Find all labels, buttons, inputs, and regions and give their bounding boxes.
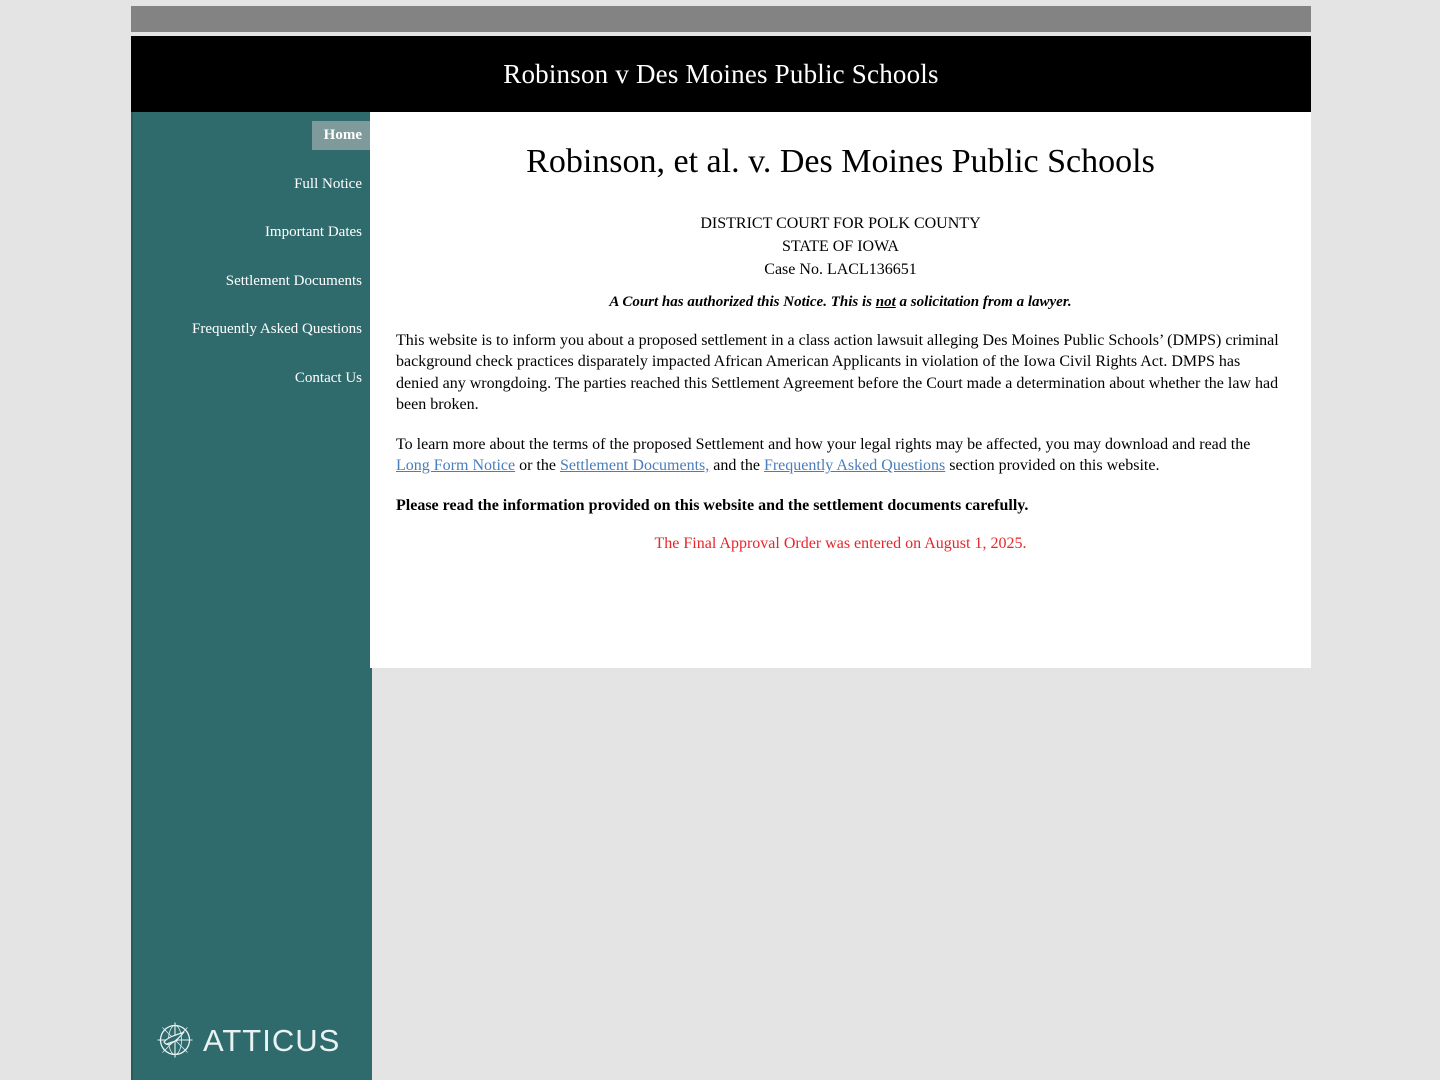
- page-container: [131, 0, 1311, 1080]
- court-state: STATE OF IOWA: [782, 237, 899, 255]
- site-header-banner: [131, 36, 1311, 112]
- sidebar-item-frequently-asked-questions[interactable]: Frequently Asked Questions: [192, 321, 362, 337]
- atticus-globe-bird-icon: [155, 1020, 195, 1060]
- learn-more-text-2: or the: [515, 457, 560, 475]
- sidebar-navigation: [133, 121, 372, 412]
- sidebar-item-home[interactable]: Home: [312, 121, 372, 150]
- atticus-wordmark: ATTICUS: [203, 1022, 341, 1058]
- settlement-documents-link[interactable]: Settlement Documents,: [559, 457, 710, 475]
- learn-more-paragraph: [370, 434, 1311, 477]
- authorized-text-before: A Court has authorized this Notice. This is: [609, 293, 876, 310]
- case-number: Case No. LACL136651: [764, 260, 917, 278]
- atticus-logo: [155, 1020, 340, 1060]
- sidebar-item-full-notice[interactable]: Full Notice: [294, 175, 362, 192]
- top-gray-bar: [131, 6, 1311, 32]
- frequently-asked-questions-link[interactable]: Frequently Asked Questions: [763, 457, 946, 475]
- authorized-emphasis: not: [875, 293, 896, 310]
- page-title: Robinson, et al. v. Des Moines Public Schools: [526, 143, 1155, 180]
- sidebar-item-important-dates[interactable]: Important Dates: [264, 224, 362, 240]
- learn-more-text-3: and the: [709, 457, 764, 475]
- learn-more-text-1: To learn more about the terms of the proposed Settlement and how your legal rights may be affected, you may download and read the: [396, 435, 1251, 453]
- sidebar-item-contact-us[interactable]: Contact Us: [294, 369, 362, 386]
- final-approval-notice: The Final Approval Order was entered on August 1, 2025.: [654, 535, 1027, 553]
- authorized-text-after: a solicitation from a lawyer.: [895, 293, 1072, 310]
- court-authorized-notice: [370, 294, 1311, 311]
- please-read-note: Please read the information provided on this website and the settlement documents carefully.: [396, 496, 1029, 514]
- learn-more-text-4: section provided on this website.: [945, 457, 1160, 475]
- sidebar: [131, 112, 372, 1080]
- site-header-title: Robinson v Des Moines Public Schools: [503, 58, 939, 89]
- long-form-notice-link[interactable]: Long Form Notice: [396, 457, 516, 475]
- intro-paragraph: This website is to inform you about a proposed settlement in a class action lawsuit alleging Des Moines Public Schools’ (DMPS) criminal background check practices disparately impacted African American Applicants in violation of the Iowa Civil Rights Act. DMPS has denied any wrongdoing. The parties reached this Settlement Agreement before the Court made a determination about whether the law had been broken.: [396, 331, 1279, 414]
- court-name: DISTRICT COURT FOR POLK COUNTY: [700, 214, 981, 232]
- sidebar-item-settlement-documents[interactable]: Settlement Documents: [225, 272, 362, 289]
- court-information: [370, 212, 1311, 281]
- body-region: [131, 112, 1311, 1080]
- main-content: [370, 112, 1311, 668]
